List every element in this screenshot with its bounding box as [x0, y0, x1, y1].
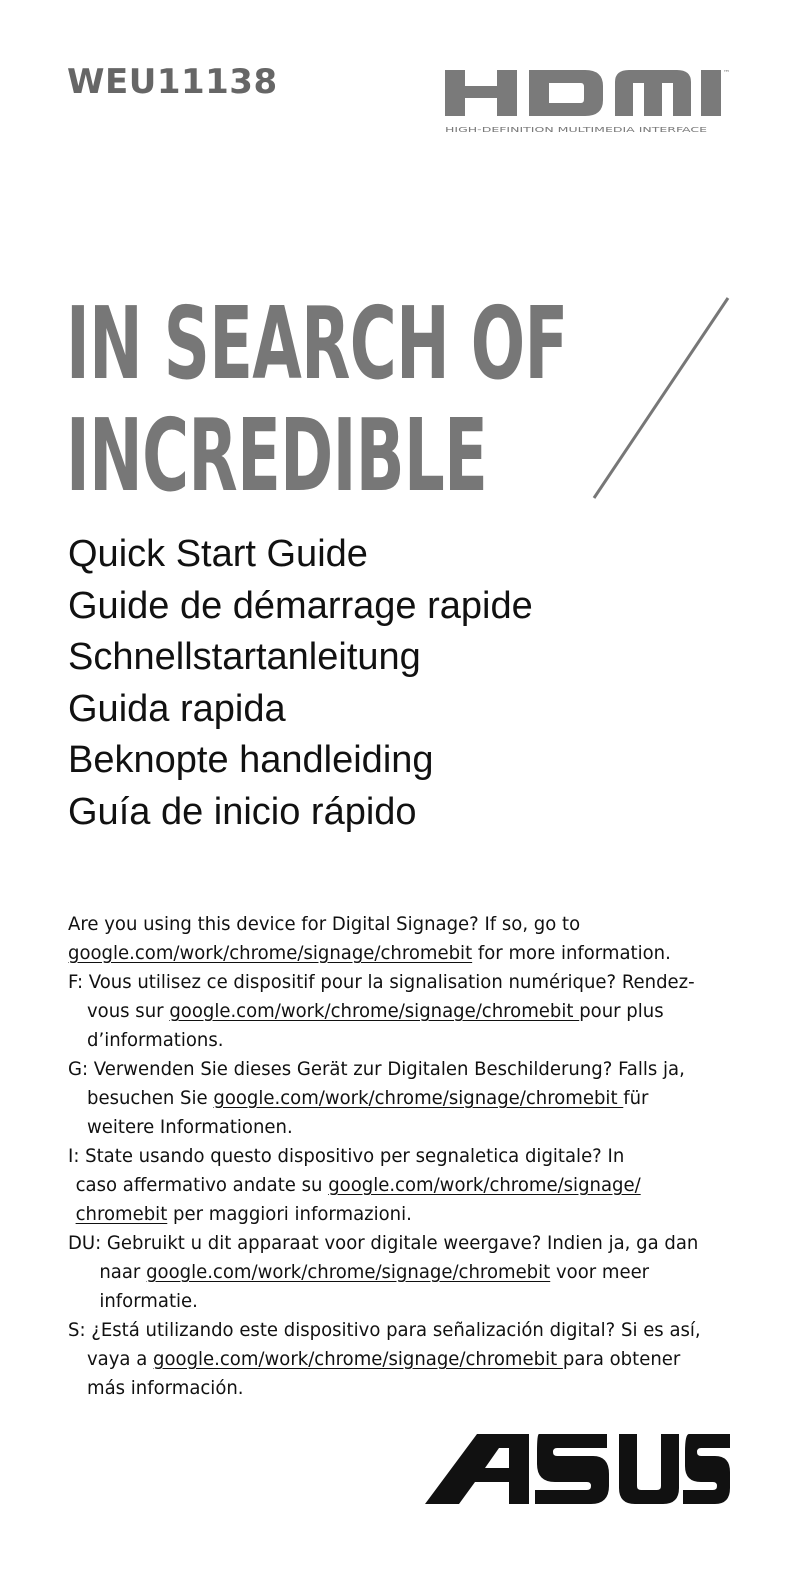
- signage-de-line1: G: Verwenden Sie dieses Gerät zur Digitalen Beschilderung? Falls ja,: [68, 1058, 685, 1080]
- signage-fr-line3: d’informations.: [87, 1029, 224, 1051]
- signage-de-line2: besuchen Sie google.com/work/chrome/signage/chromebit für: [87, 1087, 649, 1109]
- signage-en-line1: Are you using this device for Digital Signage? If so, go to: [68, 913, 581, 935]
- tagline-line2: INCREDIBLE: [66, 397, 488, 514]
- tagline-line1: IN SEARCH OF: [66, 285, 568, 402]
- signage-es-line1: S: ¿Está utilizando este dispositivo para señalización digital? Si es así,: [68, 1319, 701, 1341]
- signage-it-line1: I: State usando questo dispositivo per segnaletica digitale? In: [68, 1145, 625, 1167]
- signage-it-line2: caso affermativo andate su google.com/work/chrome/signage/: [75, 1174, 641, 1196]
- hdmi-subtitle: HIGH-DEFINITION MULTIMEDIA INTERFACE: [445, 125, 708, 134]
- signage-nl-line2: naar google.com/work/chrome/signage/chromebit voor meer: [99, 1261, 650, 1283]
- trademark-mark: ™: [723, 69, 730, 77]
- signage-es-line3: más información.: [87, 1377, 244, 1399]
- guide-title-de: Schnellstartanleitung: [68, 636, 421, 678]
- guide-title-it: Guida rapida: [68, 687, 286, 730]
- signage-link-de[interactable]: google.com/work/chrome/signage/chromebit: [213, 1087, 624, 1109]
- slash-graphic: [590, 296, 730, 500]
- asus-logo: [425, 1430, 730, 1504]
- guide-title-es: Guía de inicio rápido: [68, 790, 417, 833]
- signage-info: [68, 910, 714, 1403]
- signage-fr-line2: vous sur google.com/work/chrome/signage/chromebit pour plus: [87, 1000, 664, 1022]
- signage-link-fr[interactable]: google.com/work/chrome/signage/chromebit: [169, 1000, 580, 1022]
- signage-de-line3: weitere Informationen.: [87, 1116, 293, 1138]
- guide-titles: [68, 531, 533, 840]
- signage-fr-line1: F: Vous utilisez ce dispositif pour la signalisation numérique? Rendez-: [68, 971, 695, 993]
- guide-title-nl: Beknopte handleiding: [68, 739, 434, 781]
- signage-link-es[interactable]: google.com/work/chrome/signage/chromebit: [153, 1348, 563, 1370]
- tagline: [66, 285, 568, 516]
- signage-link-en[interactable]: google.com/work/chrome/signage/chromebit: [68, 942, 473, 964]
- model-code: WEU11138: [67, 62, 278, 102]
- signage-nl-line1: DU: Gebruikt u dit apparaat voor digitale weergave? Indien ja, ga dan: [68, 1232, 699, 1254]
- hdmi-logo: [445, 66, 730, 136]
- signage-link-nl[interactable]: google.com/work/chrome/signage/chromebit: [146, 1261, 551, 1283]
- signage-nl-line3: informatie.: [99, 1290, 198, 1312]
- signage-en-line2: google.com/work/chrome/signage/chromebit for more information.: [68, 942, 671, 964]
- signage-es-line2: vaya a google.com/work/chrome/signage/chromebit para obtener: [87, 1348, 681, 1370]
- signage-link-it-b[interactable]: chromebit: [75, 1203, 168, 1225]
- signage-link-it-a[interactable]: google.com/work/chrome/signage/: [328, 1174, 641, 1196]
- signage-it-line3: chromebit per maggiori informazioni.: [75, 1203, 412, 1225]
- guide-title-fr: Guide de démarrage rapide: [68, 584, 533, 627]
- guide-title-en: Quick Start Guide: [68, 533, 368, 575]
